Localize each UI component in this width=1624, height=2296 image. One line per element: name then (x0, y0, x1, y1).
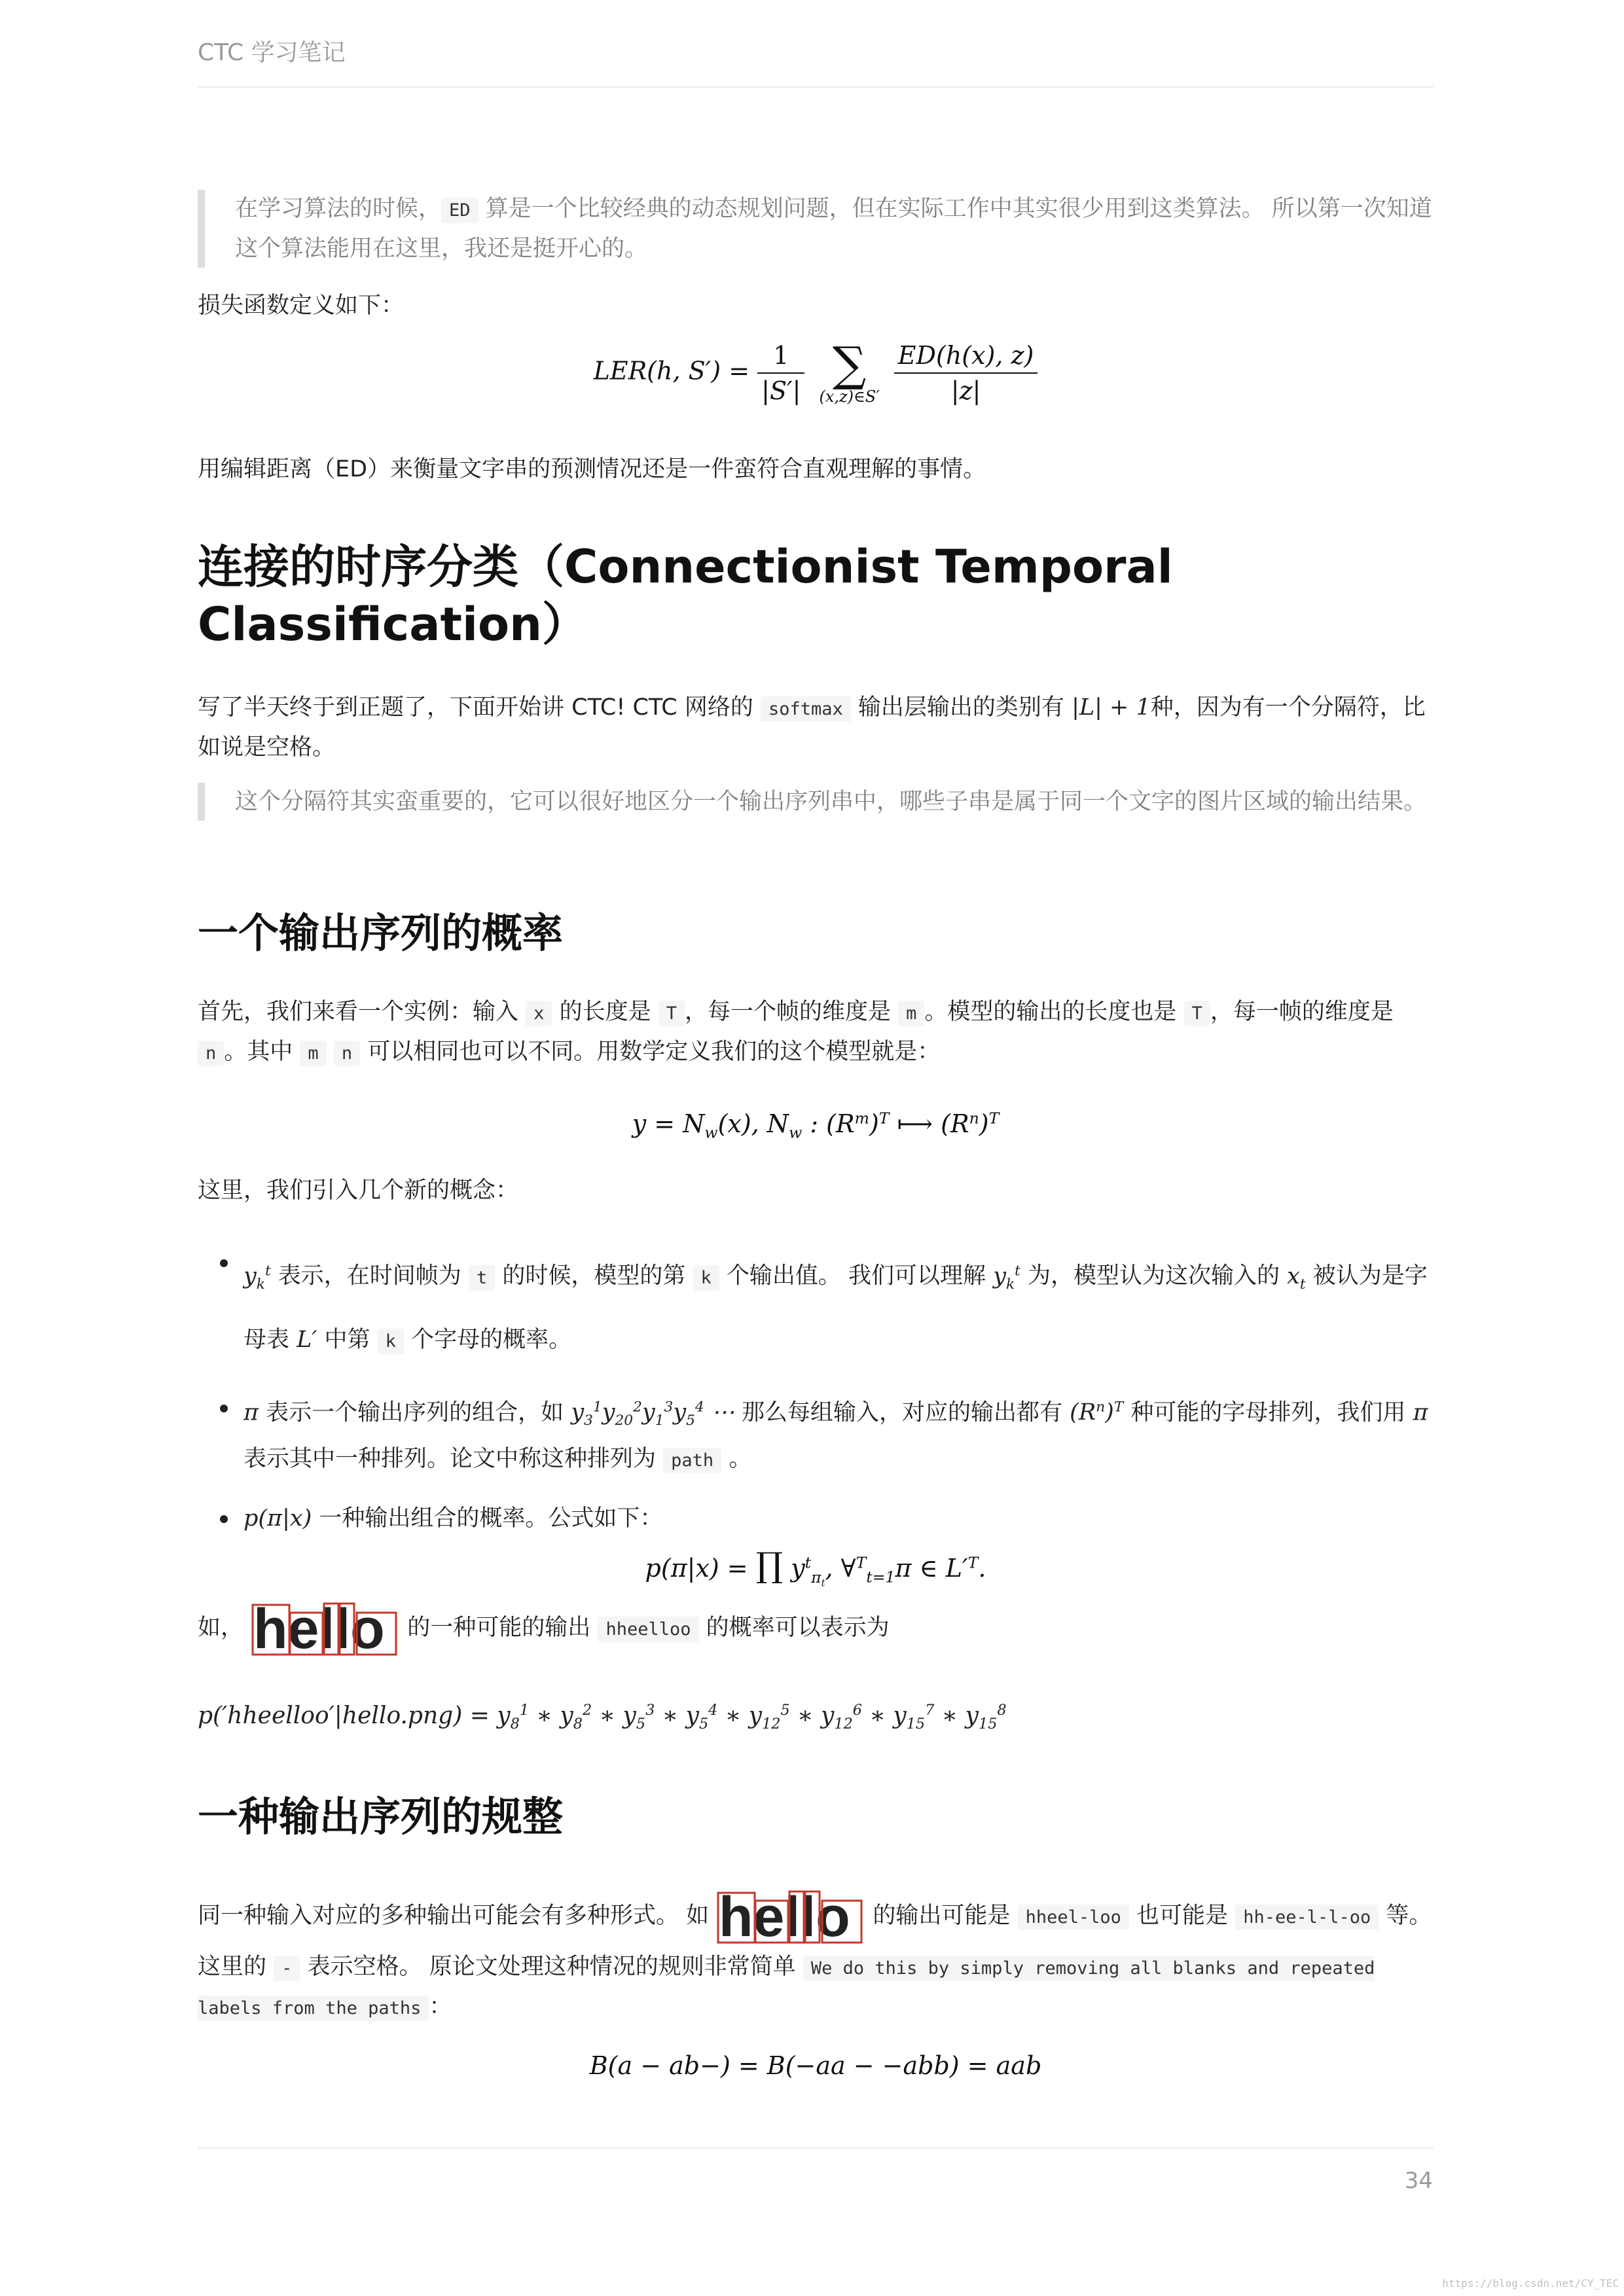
text: 的时候，模型的第 (502, 1263, 686, 1289)
hello-image-graphic (251, 1597, 400, 1660)
inline-code: t (469, 1265, 495, 1291)
blockquote-separator-note: 这个分隔符其实蛮重要的，它可以很好地区分一个输出序列串中，哪些子串是属于同一个文字的图片区域的输出结果。 (198, 783, 1434, 821)
text: 表示一个输出序列的组合，如 (266, 1399, 564, 1426)
hello-image (251, 1597, 400, 1660)
inline-code: n (198, 1041, 224, 1066)
text: 等。这里的 (198, 1903, 1432, 1980)
sum-symbol: ∑ (832, 336, 867, 391)
inline-math: $y_k^t$ (993, 1263, 1020, 1293)
text: 表示，在时间帧为 (278, 1263, 461, 1289)
inline-code: k (693, 1265, 719, 1291)
section-heading-output-probability: 一个输出序列的概率 (198, 909, 564, 957)
section-heading-ctc: 连接的时序分类（Connectionist Temporal Classification） (198, 540, 1173, 651)
text: 的长度是 (559, 999, 651, 1025)
text: ，每一帧的维度是 (1210, 999, 1394, 1025)
page-number: 34 (1404, 2168, 1433, 2194)
inline-code-ed: ED (441, 198, 478, 223)
text: ，每一个帧的维度是 (684, 999, 891, 1025)
hello-image (716, 1885, 865, 1948)
text: 。模型的输出的长度也是 (924, 999, 1177, 1025)
text: 如， (198, 1615, 244, 1641)
text: 为，模型认为这次输入的 (1028, 1263, 1280, 1289)
b-formula-text: B(a − ab−) = B(−aa − −abb) = aab (589, 2051, 1042, 2080)
fraction-numerator: 1 (757, 341, 804, 374)
running-header: CTC 学习笔记 (198, 39, 346, 66)
ler-formula (198, 336, 1434, 406)
hello-example-line (198, 1597, 1434, 1660)
b-formula (198, 2051, 1434, 2080)
fraction (757, 341, 804, 405)
inline-code: T (1184, 1001, 1210, 1026)
probability-formula (198, 1546, 1434, 1588)
text: 那么每组输入，对应的输出都有 (742, 1399, 1063, 1426)
inline-code: x (526, 1001, 552, 1026)
list-item-pi-definition (198, 1389, 1434, 1480)
blockquote-ed-note (198, 190, 1434, 268)
inline-math: $y_3^1y_{20}^2y_1^3y_5^4$ ⋯ (571, 1399, 734, 1429)
text: 种可能的字母排列，我们用 (1130, 1399, 1406, 1426)
text: 输出层输出的类别有 (857, 694, 1064, 721)
fraction-denominator: |S′| (761, 376, 801, 405)
text: 表示空格。 原论文处理这种情况的规则非常简单 (307, 1954, 796, 1980)
inline-math: $x_t$ (1287, 1263, 1306, 1293)
text: 被认为是字母表 (244, 1263, 1428, 1353)
inline-code: k (378, 1329, 404, 1354)
inline-code-quote: We do this by simply removing all blanks and repeated labels from the paths (198, 1956, 1375, 2021)
text: 种，因为有一个分隔符，比如说是空格。 (198, 694, 1426, 761)
inline-code-path: path (663, 1448, 721, 1473)
inline-math: π (244, 1399, 259, 1426)
text: 个字母的概率。 (411, 1326, 572, 1353)
text: 同一种输入对应的多种输出可能会有多种形式。 如 (198, 1903, 710, 1929)
text: 也可能是 (1136, 1903, 1229, 1929)
list-item-p-definition (198, 1499, 1434, 1537)
inline-code-hheelloo: hheelloo (598, 1617, 698, 1642)
loss-explanation: 用编辑距离（ED）来衡量文字串的预测情况还是一件蛮符合直观理解的事情。 (198, 456, 986, 482)
hello-word: hello (719, 1886, 850, 1948)
inline-code: - (274, 1956, 300, 1981)
fraction (894, 341, 1038, 405)
section-heading-output-normalization: 一种输出序列的规整 (198, 1793, 564, 1840)
inline-code-softmax: softmax (761, 696, 851, 722)
fraction-denominator: |z| (950, 376, 981, 405)
sum-subscript: (x,z)∈S′ (819, 387, 880, 406)
text: 的输出可能是 (873, 1903, 1011, 1929)
text: 的一种可能的输出 (407, 1615, 591, 1641)
ctc-intro-paragraph (198, 689, 1434, 766)
inline-math: $(R^n)^T$ (1070, 1399, 1124, 1426)
concepts-list (198, 1244, 1434, 1537)
probability-formula-text: p(π|x) = ∏ $y^t_{\pi_t}$, ∀$^T_{t=1}$π ∈ $L'^T$. (645, 1546, 986, 1589)
text: 个输出值。 我们可以理解 (726, 1263, 986, 1289)
inline-code: hheel-loo (1018, 1905, 1129, 1930)
text: ： (429, 1994, 452, 2020)
list-item-y-definition (198, 1244, 1434, 1369)
hello-word: hello (253, 1598, 385, 1660)
quote-text: 在学习算法的时候， (235, 196, 442, 222)
text: 。其中 (224, 1039, 293, 1065)
inline-math: π (1413, 1399, 1428, 1426)
inline-code: m (898, 1001, 924, 1026)
footer-divider (198, 2147, 1434, 2149)
inline-math: L′ (297, 1326, 317, 1353)
watermark: https://blog.csdn.net/CY_TEC (1442, 2277, 1619, 2289)
loss-intro: 损失函数定义如下： (198, 293, 405, 319)
text: 。 (729, 1446, 752, 1473)
inline-code: T (659, 1001, 685, 1026)
summation (819, 336, 880, 406)
formula-lhs: LER(h, S′) = (593, 356, 750, 386)
text: 中第 (324, 1326, 370, 1353)
text: 一种输出组合的概率。公式如下： (319, 1505, 663, 1532)
inline-math: |L| + 1 (1072, 694, 1151, 721)
text: 写了半天终于到正题了，下面开始讲 CTC! CTC 网络的 (198, 694, 753, 721)
inline-code: n (334, 1041, 360, 1066)
fraction-numerator: ED(h(x), z) (894, 341, 1038, 374)
hello-probability-formula (198, 1702, 1434, 1732)
text: 首先，我们来看一个实例：输入 (198, 999, 519, 1025)
model-formula (198, 1109, 1434, 1141)
inline-math: p(π|x) (244, 1505, 312, 1532)
text: 表示其中一种排列。论文中称这种排列为 (244, 1446, 657, 1473)
text: 可以相同也可以不同。用数学定义我们的这个模型就是： (367, 1039, 941, 1065)
normalization-paragraph (198, 1885, 1434, 2028)
example-paragraph (198, 993, 1434, 1073)
inline-math: $y_k^t$ (244, 1263, 271, 1293)
header-divider (198, 86, 1434, 88)
text: 的概率可以表示为 (706, 1615, 890, 1641)
hello-probability-formula-text: p(′hheelloo′|hello.png) = $y_8^1$ ∗ $y_8^2$ ∗ $y_5^3$ ∗ $y_5^4$ ∗ $y_{12}^5$ ∗ $y_{12}^6$ ∗ $y_{15}^7$ ∗ $y_{15}^8$ (198, 1702, 1007, 1733)
inline-code: hh-ee-l-l-oo (1235, 1905, 1379, 1930)
hello-image-graphic (716, 1885, 865, 1948)
model-formula-text: $y = N_w(x)$, $N_w$ : $(R^m)^T$ ⟼ $(R^n)^T$ (632, 1109, 1000, 1142)
inline-code: m (300, 1041, 326, 1066)
concepts-intro: 这里，我们引入几个新的概念： (198, 1177, 519, 1204)
quote-text: 算是一个比较经典的动态规划问题，但在实际工作中其实很少用到这类算法。 所以第一次知道这个算法能用在这里，我还是挺开心的。 (235, 196, 1432, 262)
